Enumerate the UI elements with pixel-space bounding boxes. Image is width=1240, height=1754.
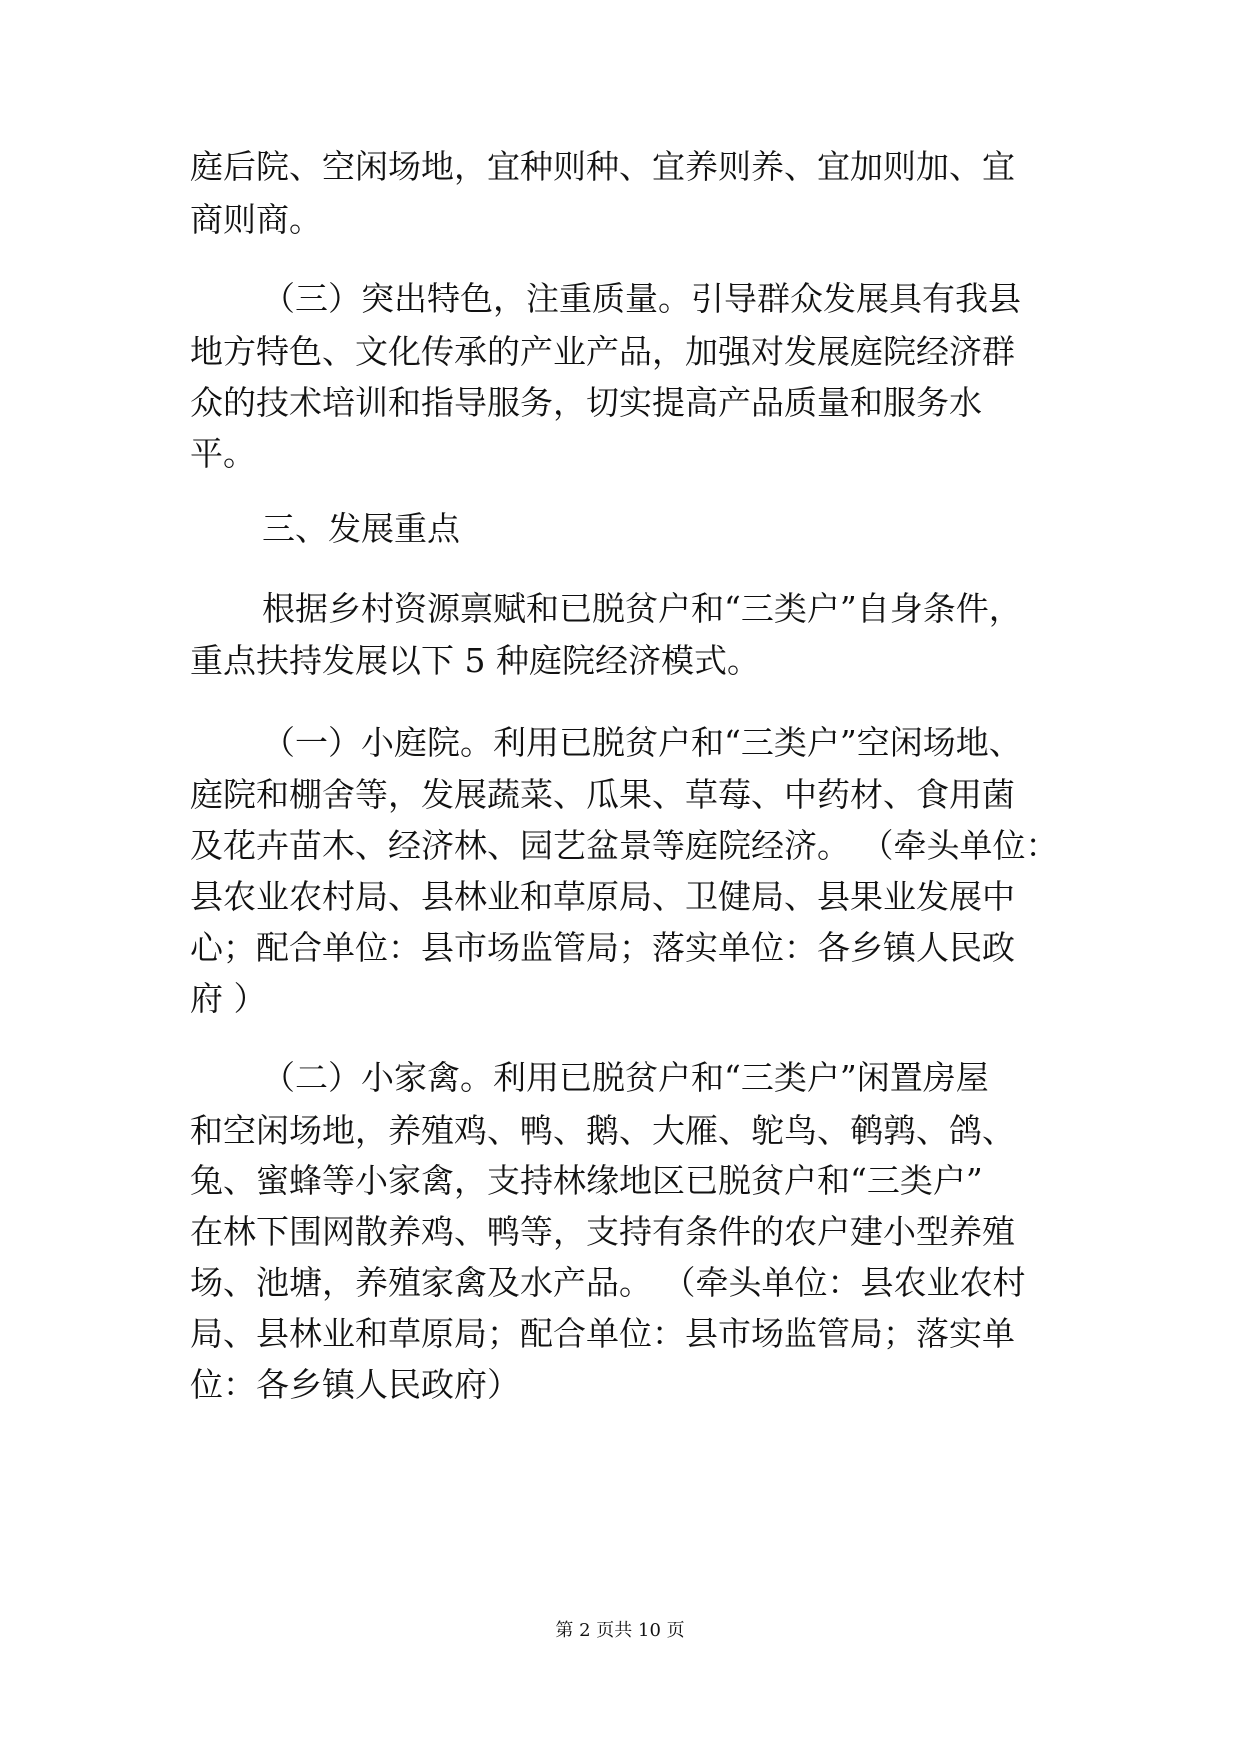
paragraph-3-line-1: 根据乡村资源禀赋和已脱贫户和“三类户”自身条件，	[262, 589, 1022, 628]
paragraph-4-line-2: 庭院和棚舍等，发展蔬菜、瓜果、草莓、中药材、食用菌	[190, 775, 1015, 814]
paragraph-4-line-3: 及花卉苗木、经济林、园艺盆景等庭院经济。 （牵头单位：	[190, 826, 1059, 865]
paragraph-2-line-1: （三）突出特色，注重质量。引导群众发展具有我县	[262, 279, 1021, 318]
paragraph-5-line-4: 在林下围网散养鸡、鸭等，支持有条件的农户建小型养殖	[190, 1212, 1015, 1251]
section-heading: 三、发展重点	[262, 509, 460, 548]
paragraph-2-line-2: 地方特色、文化传承的产业产品，加强对发展庭院经济群	[190, 332, 1015, 371]
paragraph-5-line-3: 兔、蜜蜂等小家禽，支持林缘地区已脱贫户和“三类户”	[190, 1161, 983, 1200]
paragraph-4-line-6: 府 ）	[190, 979, 267, 1018]
page-footer: 第 2 页共 10 页	[555, 1620, 685, 1641]
paragraph-4-line-1: （一）小庭院。利用已脱贫户和“三类户”空闲场地、	[262, 723, 1022, 762]
paragraph-3-line-2: 重点扶持发展以下 5 种庭院经济模式。	[190, 641, 760, 680]
paragraph-4-line-5: 心；配合单位：县市场监管局；落实单位：各乡镇人民政	[190, 928, 1015, 967]
paragraph-5-line-7: 位：各乡镇人民政府）	[190, 1365, 520, 1404]
paragraph-5-line-2: 和空闲场地，养殖鸡、鸭、鹅、大雁、鸵鸟、鹌鹑、鸽、	[190, 1111, 1015, 1150]
paragraph-2-line-3: 众的技术培训和指导服务，切实提高产品质量和服务水	[190, 383, 982, 422]
paragraph-2-line-4: 平。	[190, 434, 256, 473]
paragraph-1-line-1: 庭后院、空闲场地，宜种则种、宜养则养、宜加则加、宜	[190, 147, 1015, 186]
paragraph-1-line-2: 商则商。	[190, 200, 322, 239]
paragraph-5-line-1: （二）小家禽。利用已脱贫户和“三类户”闲置房屋	[262, 1058, 989, 1097]
paragraph-4-line-4: 县农业农村局、县林业和草原局、卫健局、县果业发展中	[190, 877, 1015, 916]
paragraph-5-line-5: 场、池塘，养殖家禽及水产品。 （牵头单位：县农业农村	[190, 1263, 1026, 1302]
paragraph-5-line-6: 局、县林业和草原局；配合单位：县市场监管局；落实单	[190, 1314, 1015, 1353]
